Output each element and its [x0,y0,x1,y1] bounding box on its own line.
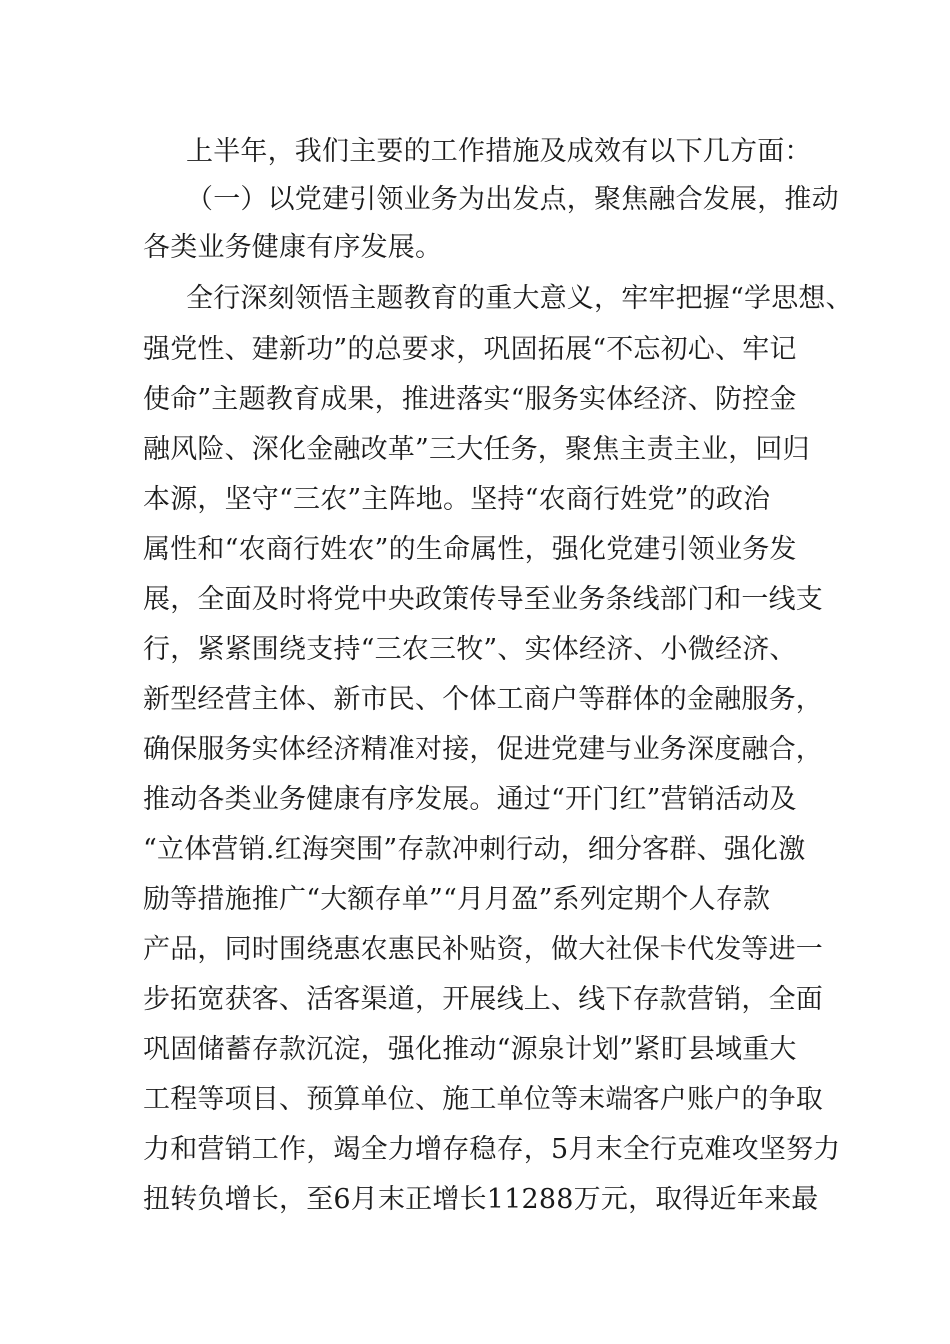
paragraph-line-16: 巩固储蓄存款沉淀，强化推动“源泉计划”紧盯县域重大 [143,1034,797,1065]
paragraph-line-19: 扭转负增长，至6月末正增长11288万元，取得近年来最 [143,1184,819,1215]
paragraph-line-10: 确保服务实体经济精准对接，促进党建与业务深度融合， [143,734,823,765]
paragraph-line-12: “立体营销.红海突围”存款冲刺行动，细分客群、强化激 [143,834,806,865]
paragraph-line-8: 行，紧紧围绕支持“三农三牧”、实体经济、小微经济、 [143,634,797,665]
paragraph-line-1: 全行深刻领悟主题教育的重大意义，牢牢把握“学思想、 [186,283,853,314]
paragraph-line-14: 产品，同时围绕惠农惠民补贴资，做大社保卡代发等进一 [143,934,823,965]
section-heading-line-1: （一）以党建引领业务为出发点，聚焦融合发展，推动 [186,184,839,215]
paragraph-line-4: 融风险、深化金融改革”三大任务，聚焦主责主业，回归 [143,434,810,465]
paragraph-line-5: 本源，坚守“三农”主阵地。坚持“农商行姓党”的政治 [143,484,771,515]
paragraph-line-9: 新型经营主体、新市民、个体工商户等群体的金融服务， [143,684,823,715]
paragraph-line-7: 展，全面及时将党中央政策传导至业务条线部门和一线支 [143,584,823,615]
text-line-1: 上半年，我们主要的工作措施及成效有以下几方面： [186,136,812,167]
paragraph-line-15: 步拓宽获客、活客渠道，开展线上、线下存款营销，全面 [143,984,823,1015]
paragraph-line-3: 使命”主题教育成果，推进落实“服务实体经济、防控金 [143,384,797,415]
paragraph-line-13: 励等措施推广“大额存单”“月月盈”系列定期个人存款 [143,884,771,915]
paragraph-line-11: 推动各类业务健康有序发展。通过“开门红”营销活动及 [143,784,797,815]
paragraph-line-6: 属性和“农商行姓农”的生命属性，强化党建引领业务发 [143,534,797,565]
paragraph-line-18: 力和营销工作，竭全力增存稳存，5月末全行克难攻坚努力 [143,1134,841,1165]
section-heading-line-2: 各类业务健康有序发展。 [143,232,443,263]
paragraph-line-17: 工程等项目、预算单位、施工单位等末端客户账户的争取 [143,1084,823,1115]
paragraph-line-2: 强党性、建新功”的总要求，巩固拓展“不忘初心、牢记 [143,334,797,365]
